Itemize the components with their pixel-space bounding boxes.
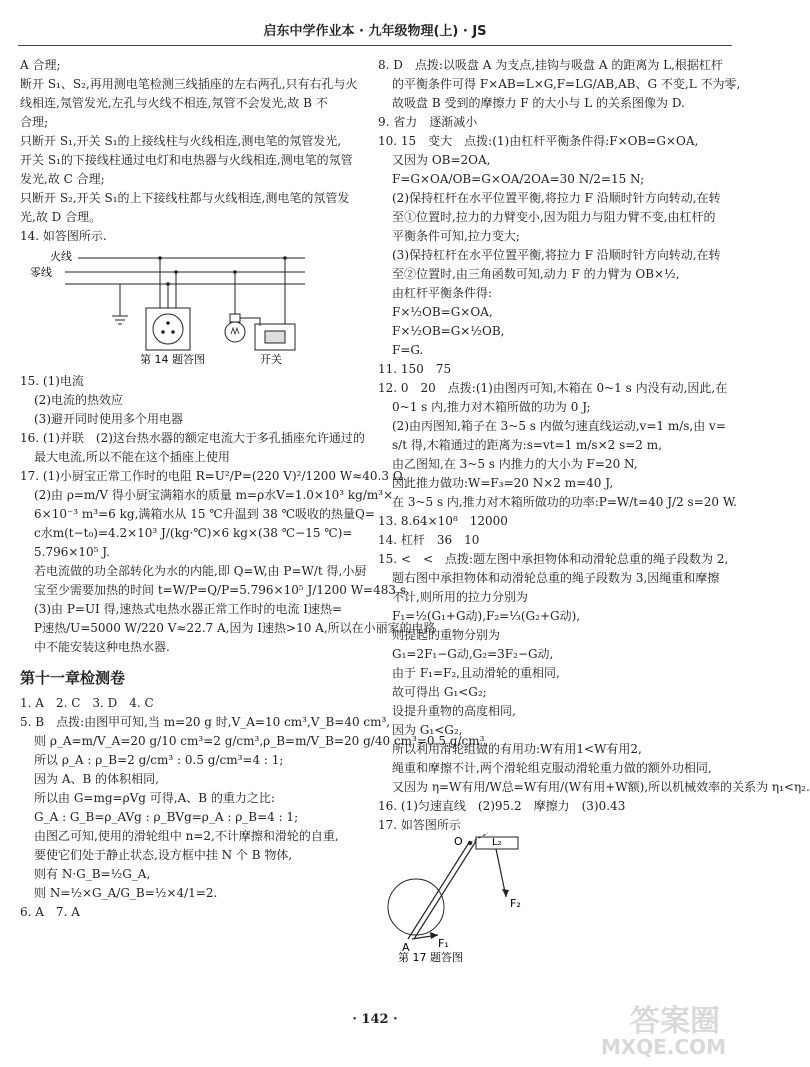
text-line: 则有 N·G_B=½G_A, xyxy=(34,867,151,881)
text-line: 只断开 S₂,开关 S₁的上下接线柱都与火线相连,测电笔的氖管发 xyxy=(20,191,350,205)
watermark-url: MXQE.COM xyxy=(600,1035,726,1059)
text-line: 因为 G₁<G₂, xyxy=(392,723,463,737)
answer-15: 15. (1)电流 xyxy=(20,374,84,388)
text-line: F×½OB=G×½OB, xyxy=(392,324,505,338)
text-line: 只断开 S₁,开关 S₁的上接线柱与火线相连,测电笔的氖管发光, xyxy=(20,134,342,148)
text-line: G_A : G_B=ρ_AVg : ρ_BVg=ρ_A : ρ_B=4 : 1; xyxy=(34,810,299,824)
text-line: 由杠杆平衡条件得: xyxy=(392,286,493,300)
text-line: s/t 得,木箱通过的距离为:s=vt=1 m/s×2 s=2 m, xyxy=(392,438,662,452)
text-line: 由于 F₁=F₂,且动滑轮的重相同, xyxy=(392,666,560,680)
text-line: c水m(t−t₀)=4.2×10³ J/(kg·℃)×6 kg×(38 ℃−15 ℃)= xyxy=(34,526,353,540)
text-line: (3)由 P=UI 得,速热式电热水器正常工作时的电流 I速热= xyxy=(34,602,343,616)
text-line: 至①位置时,拉力的力臂变小,因为阻力与阻力臂不变,由杠杆的 xyxy=(392,210,716,224)
header-rule xyxy=(18,45,732,46)
answer-5: 5. B 点拨:由图甲可知,当 m=20 g 时,V_A=10 cm³,V_B=40 cm³, xyxy=(20,715,391,729)
text-line: 断开 S₁、S₂,再用测电笔检测三线插座的左右两孔,只有右孔与火 xyxy=(20,77,358,91)
text-line: 因为 A、B 的体积相同, xyxy=(34,772,159,786)
text-line: F×½OB=G×OA, xyxy=(392,305,493,319)
text-line: (3)保持杠杆在水平位置平衡,将拉力 F 沿顺时针方向转动,在转 xyxy=(392,248,721,262)
text-line: 所以由 G=mg=ρVg 可得,A、B 的重力之比: xyxy=(34,791,275,805)
text-line: 最大电流,所以不能在这个插座上使用 xyxy=(34,450,230,464)
text-line: 故吸盘 B 受到的摩擦力 F 的大小与 L 的关系图像为 D. xyxy=(392,96,685,110)
answer-12: 12. 0 20 点拨:(1)由图丙可知,木箱在 0~1 s 内没有动,因此,在 xyxy=(378,381,728,395)
watermark-logo: 答案圈 xyxy=(630,1004,720,1039)
answer-9: 9. 省力 逐渐减小 xyxy=(378,115,478,129)
text-line: 若电流做的功全部转化为水的内能,即 Q=W,由 P=W/t 得,小厨 xyxy=(34,564,367,578)
text-line: 中不能安装这种电热水器. xyxy=(34,640,170,654)
text-line: 故可得出 G₁<G₂; xyxy=(392,685,487,699)
text-line: 则 ρ_A=m/V_A=20 g/10 cm³=2 g/cm³,ρ_B=m/V_B=20 g/40 cm³=0.5 g/cm³, xyxy=(34,734,489,748)
text-line: 又因为 OB=2OA, xyxy=(392,153,491,167)
page-header: 启东中学作业本 · 九年级物理(上) · JS xyxy=(263,24,487,39)
text-line: 至②位置时,由三角函数可知,动力 F 的力臂为 OB×½, xyxy=(392,267,680,281)
fig14-neutral-label: 零线 xyxy=(30,266,52,279)
text-line: 设提升重物的高度相同, xyxy=(392,704,516,718)
page-number: · 142 · xyxy=(352,1012,398,1027)
text-line: 由乙图知,在 3~5 s 内推力的大小为 F=20 N, xyxy=(392,457,638,471)
answer-13: 13. 8.64×10⁸ 12000 xyxy=(378,514,508,528)
text-line: (2)由 ρ=m/V 得小厨宝满箱水的质量 m=ρ水V=1.0×10³ kg/m³× xyxy=(34,488,394,502)
text-line: F₁=½(G₁+G动),F₂=⅓(G₂+G动), xyxy=(392,609,581,623)
text-line: 所以利用滑轮组做的有用功:W有用1<W有用2, xyxy=(392,742,642,756)
point-a-label: A xyxy=(402,941,410,954)
text-line: A 合理; xyxy=(20,58,61,72)
text-line: 6×10⁻³ m³=6 kg,满箱水从 15 ℃升温到 38 ℃吸收的热量Q= xyxy=(34,507,375,521)
fig14-caption: 第 14 题答图 xyxy=(140,353,205,366)
switch-icon xyxy=(255,256,295,350)
answer-17: 17. 如答图所示 xyxy=(378,818,461,832)
answer-16: 16. (1)匀速直线 (2)95.2 摩擦力 (3)0.43 xyxy=(378,799,626,813)
fig17-caption: 第 17 题答图 xyxy=(398,951,463,964)
answer-6-7: 6. A 7. A xyxy=(20,905,80,919)
text-line: 则提起的重物分别为 xyxy=(392,628,501,642)
text-line: G₁=2F₁−G动,G₂=3F₂−G动, xyxy=(392,647,554,661)
section-heading: 第十一章检测卷 xyxy=(20,669,126,687)
lever-arm xyxy=(408,841,470,939)
text-line: 题右图中承担物体和动滑轮总重的绳子段数为 3,因绳重和摩擦 xyxy=(392,571,720,585)
fig14-live-label: 火线 xyxy=(50,250,72,263)
figure-17-lever-diagram xyxy=(378,835,578,963)
text-line: (2)由丙图知,箱子在 3~5 s 内做匀速直线运动,v=1 m/s,由 v= xyxy=(392,419,726,433)
answer-11: 11. 150 75 xyxy=(378,362,452,376)
fig14-switch-label: 开关 xyxy=(260,353,282,366)
text-line: (3)避开同时使用多个用电器 xyxy=(34,412,183,426)
answer-10: 10. 15 变大 点拨:(1)由杠杆平衡条件得:F×OB=G×OA, xyxy=(378,134,699,148)
text-line: 5.796×10⁵ J. xyxy=(34,545,110,559)
right-column xyxy=(378,56,810,969)
text-line: 因此推力做功:W=F₃=20 N×2 m=40 J, xyxy=(392,476,614,490)
text-line: 平衡条件可知,拉力变大; xyxy=(392,229,520,243)
text-line: 0~1 s 内,推力对木箱所做的功为 0 J; xyxy=(392,400,591,414)
f2-label: F₂ xyxy=(510,897,521,910)
figure-14-wiring-diagram xyxy=(20,246,350,366)
text-line: (2)电流的热效应 xyxy=(34,393,123,407)
answer-14: 14. 杠杆 36 10 xyxy=(378,533,480,547)
text-line: F=G×OA/OB=G×OA/2OA=30 N/2=15 N; xyxy=(392,172,645,186)
text-line: 要使它们处于静止状态,设方框中挂 N 个 B 物体, xyxy=(34,848,293,862)
answer-16: 16. (1)并联 (2)这台热水器的额定电流大于多孔插座允许通过的 xyxy=(20,431,365,445)
text-line: 又因为 η=W有用/W总=W有用/(W有用+W额),所以机械效率的关系为 η₁<η₂. xyxy=(392,780,810,794)
text-line: F=G. xyxy=(392,343,424,357)
text-line: 线相连,氖管发光,左孔与火线不相连,氖管不会发光,故 B 不 xyxy=(20,96,328,110)
text-line: 合理; xyxy=(20,115,49,129)
text-line: 在 3~5 s 内,推力对木箱所做功的功率:P=W/t=40 J/2 s=20 W. xyxy=(392,495,737,509)
answer-1-4: 1. A 2. C 3. D 4. C xyxy=(20,696,154,710)
answer-8: 8. D 点拨:以吸盘 A 为支点,挂钩与吸盘 A 的距离为 L,根据杠杆 xyxy=(378,58,723,72)
f1-label: F₁ xyxy=(438,937,449,950)
text-line: 由图乙可知,使用的滑轮组中 n=2,不计摩擦和滑轮的自重, xyxy=(34,829,339,843)
text-line: 的平衡条件可得 F×AB=L×G,F=LG/AB,AB、G 不变,L 不为零, xyxy=(392,77,741,91)
text-line: (2)保持杠杆在水平位置平衡,将拉力 F 沿顺时针方向转动,在转 xyxy=(392,191,721,205)
text-line: 绳重和摩擦不计,两个滑轮组克服动滑轮重力做的额外功相同, xyxy=(392,761,712,775)
l2-label: L₂ xyxy=(492,837,502,848)
point-o-label: O xyxy=(454,835,463,848)
text-line: 所以 ρ_A : ρ_B=2 g/cm³ : 0.5 g/cm³=4 : 1; xyxy=(34,753,284,767)
answer-15: 15. < < 点拨:题左图中承担物体和动滑轮总重的绳子段数为 2, xyxy=(378,552,729,566)
text-line: 光,故 D 合理。 xyxy=(20,210,102,224)
text-line: P速热/U=5000 W/220 V≈22.7 A,因为 I速热>10 A,所以在小丽家的电路 xyxy=(34,621,436,635)
text-line: 发光,故 C 合理; xyxy=(20,172,105,186)
text-line: 不计,则所用的拉力分别为 xyxy=(392,590,528,604)
answer-17: 17. (1)小厨宝正常工作时的电阻 R=U²/P=(220 V)²/1200 W≈40.3 Ω. xyxy=(20,469,407,483)
text-line: 开关 S₁的下接线柱通过电灯和电热器与火线相连,测电笔的氖管 xyxy=(20,153,353,167)
text-line: 宝至少需要加热的时间 t=W/P=Q/P=5.796×10⁵ J/1200 W=483 s. xyxy=(34,583,410,597)
text-line: 则 N=½×G_A/G_B=½×4/1=2. xyxy=(34,886,218,900)
answer-14: 14. 如答图所示. xyxy=(20,229,107,243)
